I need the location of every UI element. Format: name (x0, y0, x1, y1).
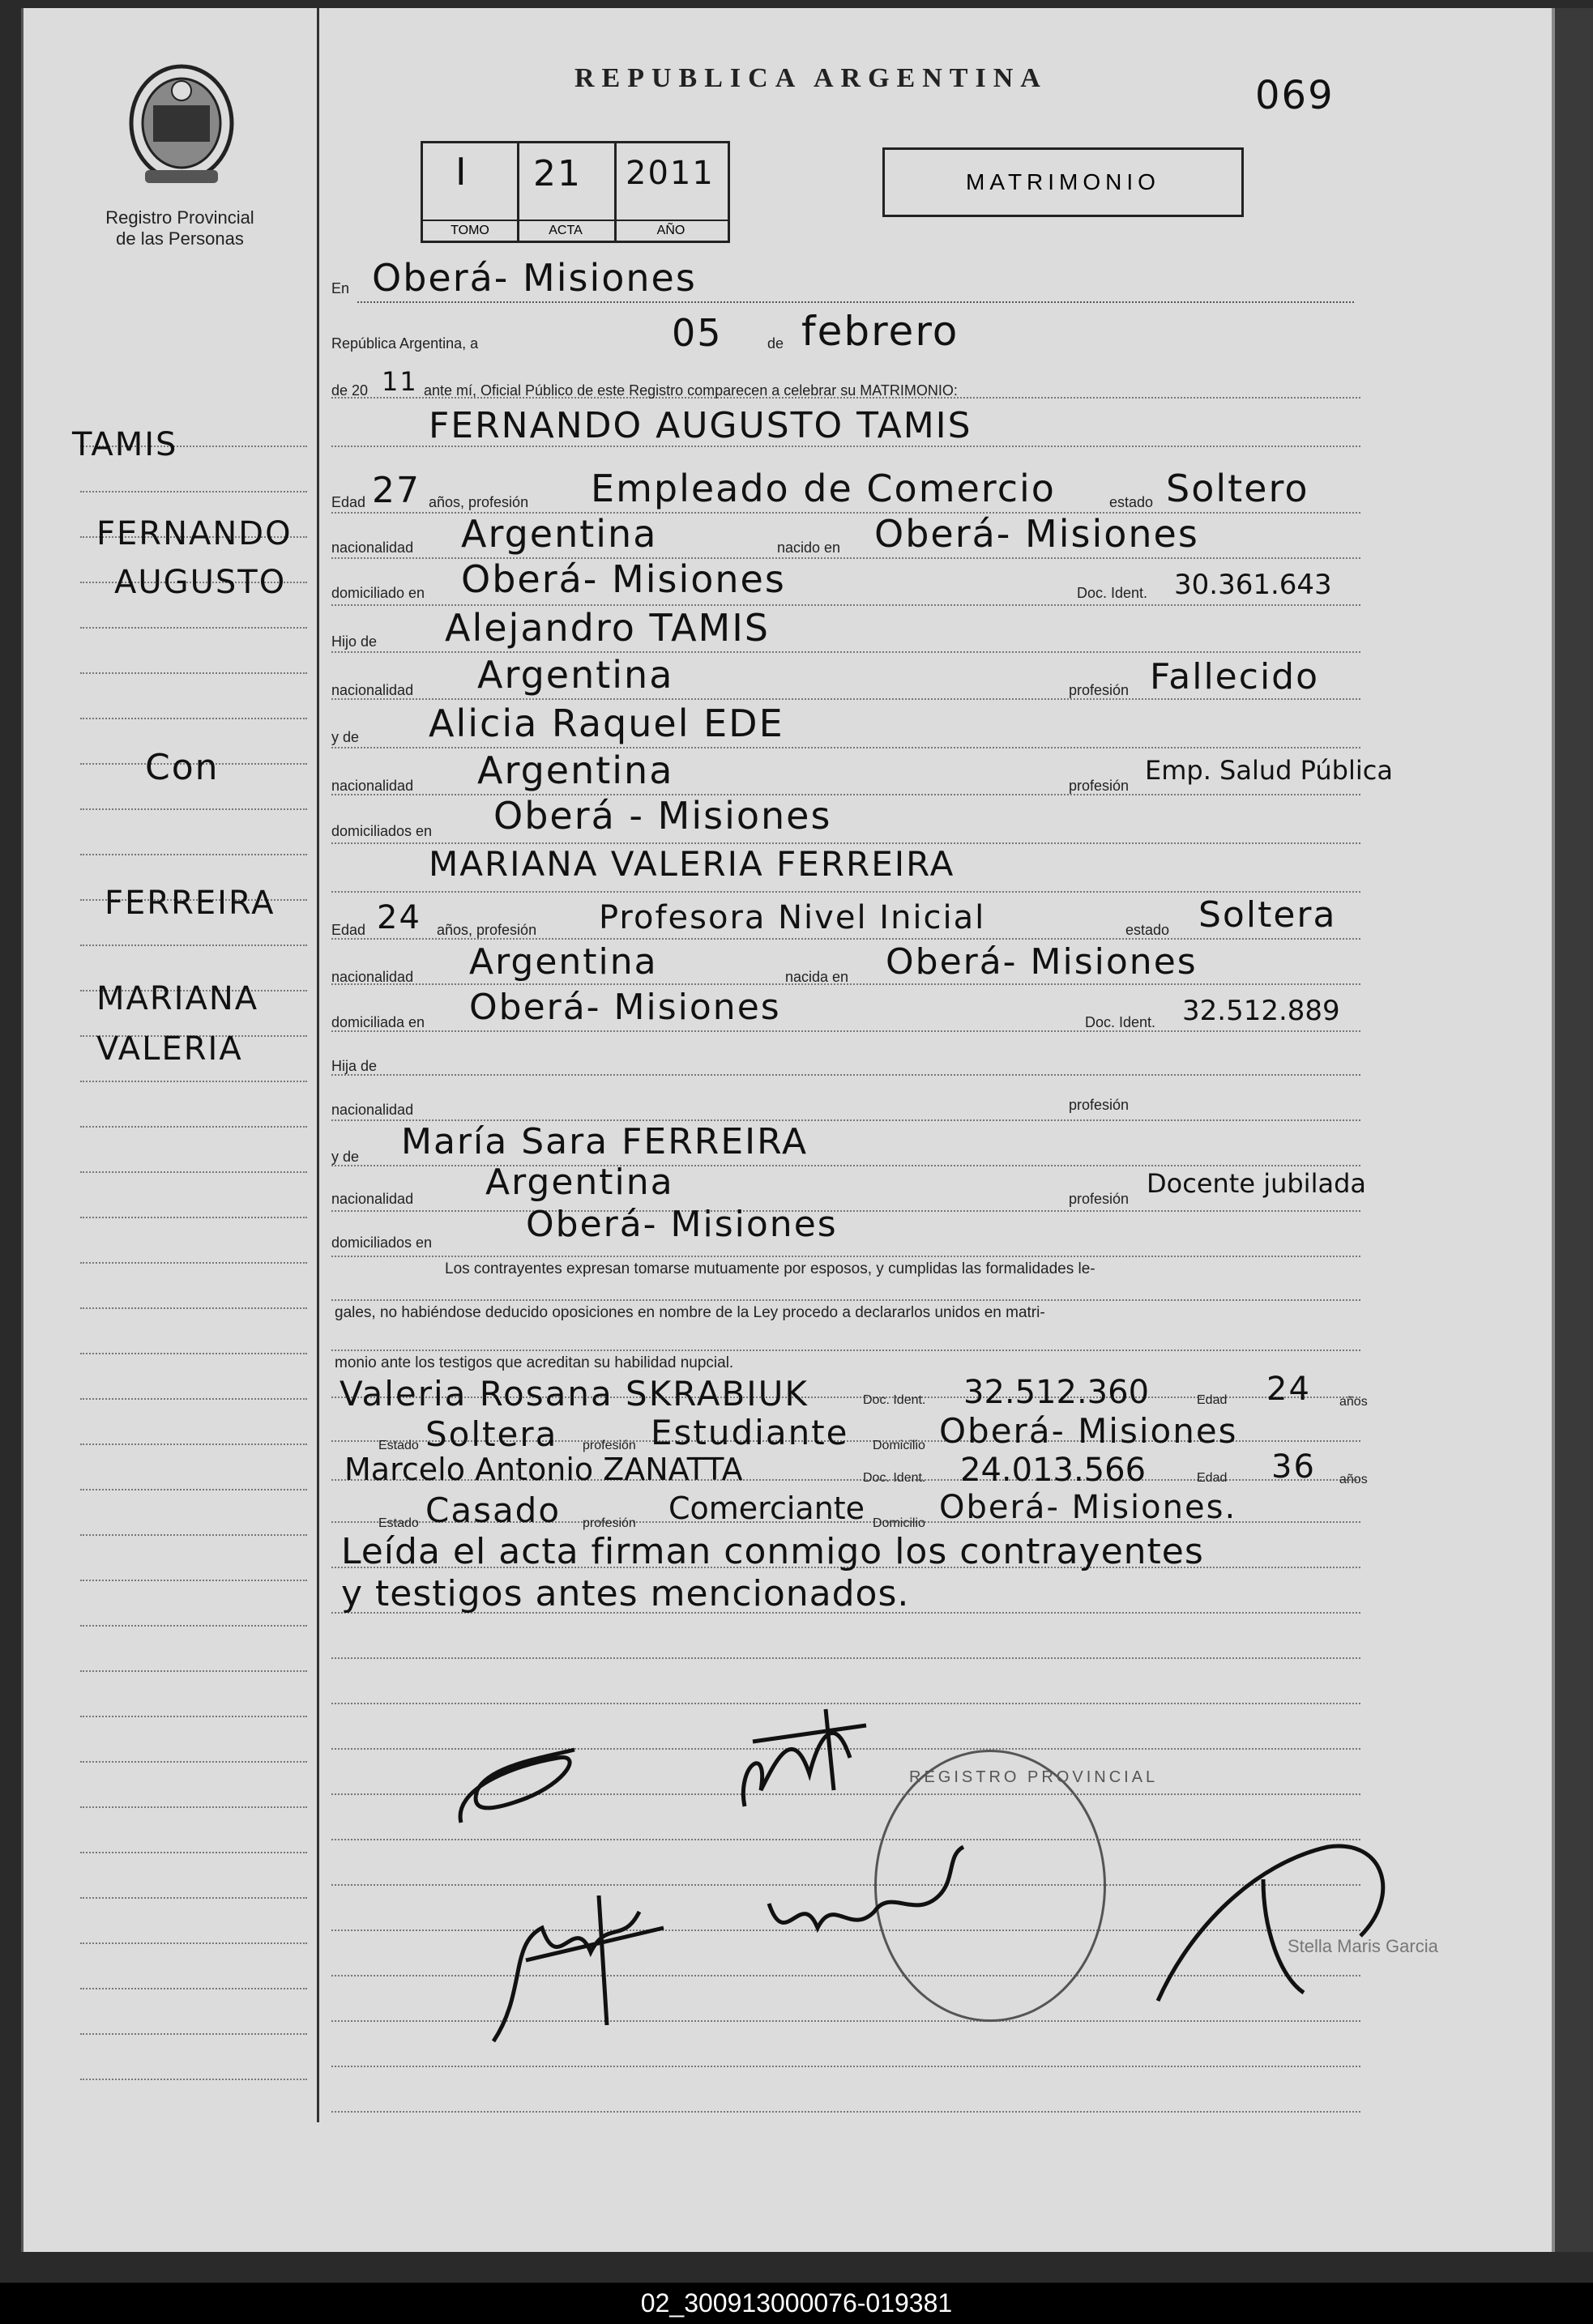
bride-full-name: MARIANA VALERIA FERREIRA (429, 844, 955, 884)
witness1-dom-label: Domicilio (873, 1439, 925, 1452)
witness2-domicilio: Oberá- Misiones. (939, 1489, 1237, 1526)
year-suffix: 11 (382, 366, 418, 397)
bride-father-prof-label: profesión (1069, 1097, 1130, 1113)
witness1-prof-label: profesión (583, 1439, 636, 1452)
witness2-edad: 36 (1271, 1448, 1316, 1486)
groom-hijo-label: Hijo de (331, 633, 378, 650)
bride-mother-prof: Docente jubilada (1147, 1168, 1366, 1199)
witness2-anos-label: años (1339, 1473, 1368, 1486)
groom-mother-nac-label: nacionalidad (331, 778, 414, 794)
margin-ruled-line (80, 1398, 307, 1400)
groom-mother: Alicia Raquel EDE (429, 701, 784, 745)
en-label: En (331, 280, 350, 296)
groom-anos-prof-label: años, profesión (429, 494, 529, 510)
bride-profesion: Profesora Nivel Inicial (599, 899, 986, 936)
groom-dom-label: domiciliado en (331, 585, 425, 601)
statement-line2: gales, no habiéndose deducido oposiciones en nombre de la Ley procedo a declararlos unidos en matri- (335, 1304, 1045, 1321)
witness2-estado-label: Estado (378, 1516, 419, 1530)
groom-profesion: Empleado de Comercio (591, 467, 1056, 510)
bride-father-nac-label: nacionalidad (331, 1102, 414, 1118)
body-ruled-line (331, 1657, 1360, 1659)
official-name: Stella Maris Garcia (1288, 1936, 1438, 1956)
groom-mother-prof: Emp. Salud Pública (1145, 755, 1393, 786)
registry-name-line1: Registro Provincial (105, 207, 254, 228)
statement-line1: Los contrayentes expresan tomarse mutuamente por esposos, y cumplidas las formalidades le- (445, 1260, 1095, 1277)
margin-ruled-line (80, 1262, 307, 1264)
signature-witness-2 (477, 1879, 688, 2057)
margin-bride-names-1: MARIANA (96, 980, 259, 1017)
body-ruled-line (331, 794, 1360, 795)
margin-groom-names-2: AUGUSTO (114, 564, 287, 601)
bride-estado-label: estado (1125, 922, 1170, 938)
margin-ruled-line (80, 1307, 307, 1309)
margin-ruled-line (80, 2033, 307, 2035)
witness1-doc-label: Doc. Ident. (863, 1393, 926, 1407)
body-ruled-line (331, 1030, 1360, 1032)
anio-cell (614, 143, 728, 241)
closing-line1: Leída el acta firman conmigo los contrayentes (341, 1531, 1204, 1572)
margin-ruled-line (80, 1897, 307, 1899)
witness1-domicilio: Oberá- Misiones (939, 1411, 1238, 1451)
groom-estado: Soltero (1166, 467, 1309, 510)
witness1-anos-label: años (1339, 1395, 1368, 1409)
bride-yde-label: y de (331, 1149, 360, 1165)
signature-official (1142, 1831, 1409, 2017)
margin-ruled-line (80, 854, 307, 855)
groom-doc-label: Doc. Ident. (1077, 585, 1148, 601)
witness2-estado: Casado (425, 1490, 562, 1530)
groom-full-name: FERNANDO AUGUSTO TAMIS (429, 405, 972, 446)
margin-ruled-line (80, 1353, 307, 1354)
bride-parents-dom: Oberá- Misiones (526, 1204, 838, 1245)
body-ruled-line (331, 698, 1360, 700)
witness1-name: Valeria Rosana SKRABIUK (340, 1374, 809, 1414)
groom-parents-dom-label: domiciliados en (331, 823, 433, 839)
country-title: REPUBLICA ARGENTINA (574, 63, 1048, 93)
margin-ruled-line (80, 1171, 307, 1173)
acta-label: ACTA (517, 220, 614, 241)
margin-ruled-line (80, 1761, 307, 1763)
witness1-edad: 24 (1266, 1371, 1311, 1408)
place-value: Oberá- Misiones (372, 256, 697, 300)
witness2-name: Marcelo Antonio ZANATTA (344, 1452, 743, 1487)
year-prefix: de 20 (331, 382, 369, 399)
day-value: 05 (672, 311, 723, 355)
republica-label: República Argentina, a (331, 335, 479, 352)
signature-witness-1 (753, 1839, 980, 1968)
anio-label: AÑO (614, 220, 728, 241)
register-sheet (21, 8, 1555, 2252)
witness2-doc-label: Doc. Ident. (863, 1471, 926, 1485)
statement-line3: monio ante los testigos que acreditan su habilidad nupcial. (335, 1354, 734, 1371)
groom-yde-label: y de (331, 729, 360, 745)
body-ruled-line (331, 891, 1360, 893)
margin-groom-names-1: FERNANDO (96, 515, 293, 552)
margin-bride-names-2: VALERIA (96, 1030, 243, 1068)
groom-edad-label: Edad (331, 494, 366, 510)
groom-parents-dom: Oberá - Misiones (493, 794, 832, 838)
body-ruled-line (331, 1256, 1360, 1257)
bride-doc: 32.512.889 (1182, 995, 1340, 1027)
body-ruled-line (331, 1074, 1360, 1076)
margin-ruled-line (80, 808, 307, 810)
bride-hija-label: Hija de (331, 1058, 378, 1074)
image-id-footer: 02_300913000076-019381 (0, 2283, 1593, 2324)
month-value: febrero (801, 308, 959, 355)
margin-groom-surname: TAMIS (72, 426, 178, 463)
groom-nacido-en: Oberá- Misiones (874, 512, 1199, 556)
anio-value: 2011 (626, 155, 715, 192)
signature-groom (445, 1733, 591, 1839)
groom-nac-label: nacionalidad (331, 539, 414, 556)
margin-ruled-line (80, 1443, 307, 1445)
witness1-edad-label: Edad (1197, 1393, 1228, 1407)
coat-of-arms-icon (121, 57, 242, 203)
bride-edad-label: Edad (331, 922, 366, 938)
bride-mother: María Sara FERREIRA (401, 1121, 809, 1162)
groom-domicilio: Oberá- Misiones (461, 557, 786, 601)
margin-ruled-line (80, 2079, 307, 2080)
record-id-box (421, 141, 730, 243)
bride-estado: Soltera (1198, 894, 1337, 936)
bride-anos-prof-label: años, profesión (437, 922, 537, 938)
de-label: de (767, 335, 784, 352)
closing-line2: y testigos antes mencionados. (341, 1573, 910, 1614)
groom-mother-nac: Argentina (477, 748, 674, 792)
book-edge (1549, 8, 1593, 2252)
witness2-doc: 24.013.566 (960, 1452, 1147, 1489)
margin-column-divider (317, 8, 319, 2122)
place-line (357, 301, 1354, 303)
margin-ruled-line (80, 1852, 307, 1853)
margin-connector: Con (145, 747, 220, 788)
groom-father-prof-label: profesión (1069, 682, 1130, 698)
groom-mother-prof-label: profesión (1069, 778, 1130, 794)
witness1-doc: 32.512.360 (963, 1374, 1150, 1411)
round-stamp-text: REGISTRO PROVINCIAL (909, 1768, 1159, 1786)
witness2-edad-label: Edad (1197, 1471, 1228, 1485)
margin-ruled-line (80, 1670, 307, 1672)
bride-dom-label: domiciliada en (331, 1014, 425, 1030)
margin-ruled-line (80, 1534, 307, 1536)
folio-number: 069 (1255, 73, 1335, 118)
bride-mother-nac-label: nacionalidad (331, 1191, 414, 1207)
bride-mother-prof-label: profesión (1069, 1191, 1130, 1207)
signature-bride (720, 1693, 882, 1823)
bride-nacionalidad: Argentina (469, 941, 658, 983)
witness2-dom-label: Domicilio (873, 1516, 925, 1530)
margin-ruled-line (80, 1716, 307, 1717)
bride-doc-label: Doc. Ident. (1085, 1014, 1156, 1030)
groom-father: Alejandro TAMIS (445, 606, 770, 650)
groom-edad: 27 (372, 470, 421, 511)
bride-mother-nac: Argentina (485, 1162, 674, 1203)
witness1-estado: Soltera (425, 1414, 558, 1454)
groom-father-nac-label: nacionalidad (331, 682, 414, 698)
margin-ruled-line (80, 1489, 307, 1490)
margin-ruled-line (80, 945, 307, 946)
bride-parents-dom-label: domiciliados en (331, 1234, 433, 1251)
tomo-label: TOMO (423, 220, 517, 241)
margin-ruled-line (80, 491, 307, 493)
tomo-cell (423, 143, 519, 241)
margin-bride-surname: FERREIRA (105, 885, 275, 922)
bride-nacida-label: nacida en (785, 969, 849, 985)
body-ruled-line (331, 1299, 1360, 1301)
bride-domicilio: Oberá- Misiones (469, 987, 781, 1028)
witness2-profesion: Comerciante (668, 1490, 865, 1526)
margin-ruled-line (80, 1126, 307, 1128)
margin-ruled-line (80, 672, 307, 674)
witness1-estado-label: Estado (378, 1439, 419, 1452)
intro-text: ante mí, Oficial Público de este Registro comparecen a celebrar su MATRIMONIO: (424, 382, 958, 399)
margin-ruled-line (80, 1806, 307, 1808)
groom-nacionalidad: Argentina (461, 512, 658, 556)
registry-name-line2: de las Personas (116, 228, 244, 249)
acta-cell (517, 143, 617, 241)
groom-doc: 30.361.643 (1174, 569, 1332, 601)
margin-ruled-line (80, 1942, 307, 1944)
body-ruled-line (331, 1210, 1360, 1212)
tomo-value: I (455, 150, 468, 194)
margin-ruled-line (80, 1081, 307, 1082)
body-ruled-line (331, 1350, 1360, 1351)
bride-nac-label: nacionalidad (331, 969, 414, 985)
margin-ruled-line (80, 627, 307, 629)
acta-value: 21 (533, 153, 582, 194)
witness1-profesion: Estudiante (651, 1413, 849, 1452)
margin-ruled-line (80, 1625, 307, 1627)
margin-ruled-line (80, 718, 307, 719)
bride-nacida-en: Oberá- Misiones (886, 941, 1198, 983)
groom-estado-label: estado (1109, 494, 1154, 510)
bride-edad: 24 (377, 899, 421, 936)
groom-father-prof: Fallecido (1150, 656, 1320, 697)
margin-ruled-line (80, 1988, 307, 1989)
margin-ruled-line (80, 1580, 307, 1581)
groom-father-nac: Argentina (477, 653, 674, 697)
record-type-box: MATRIMONIO (882, 147, 1244, 217)
witness2-prof-label: profesión (583, 1516, 636, 1530)
body-ruled-line (331, 2066, 1360, 2067)
margin-ruled-line (80, 1217, 307, 1218)
body-ruled-line (331, 2111, 1360, 2113)
groom-nacido-label: nacido en (777, 539, 841, 556)
